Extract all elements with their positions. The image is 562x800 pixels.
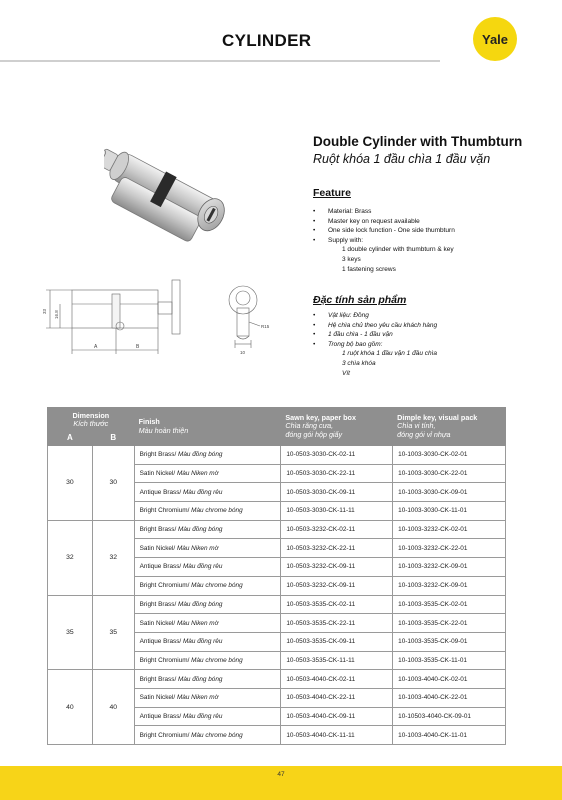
header-finish-label-vi: Màu hoàn thiện	[138, 425, 189, 435]
sawn-key-code-cell: 10-0503-4040-CK-09-11	[281, 707, 393, 726]
feature-supply-item: 1 double cylinder with thumbturn & key	[342, 246, 454, 254]
dimension-a-cell: 35	[48, 595, 93, 670]
sawn-key-code-cell: 10-0503-3030-CK-02-11	[281, 446, 393, 465]
dimple-key-code-cell: 10-1003-3030-CK-11-01	[393, 502, 506, 521]
header-col-a: A	[48, 431, 93, 446]
dimple-key-code-cell: 10-1003-3030-CK-09-01	[393, 483, 506, 502]
finish-vi: Màu đồng rêu	[182, 638, 223, 646]
finish-cell	[134, 707, 281, 726]
sawn-key-code-cell: 10-0503-3030-CK-09-11	[281, 483, 393, 502]
finish-en: Bright Brass/	[139, 451, 177, 459]
dimple-key-code-cell: 10-1003-3232-CK-22-01	[393, 539, 506, 558]
feature-heading: Feature	[313, 187, 351, 199]
sawn-key-code-cell: 10-0503-3232-CK-02-11	[281, 520, 393, 539]
finish-cell	[134, 632, 281, 651]
finish-en: Satin Nickel/	[139, 470, 176, 478]
finish-cell	[134, 558, 281, 577]
finish-vi: Màu đồng rêu	[182, 712, 223, 720]
finish-cell	[134, 651, 281, 670]
yale-logo-text: Yale	[481, 31, 509, 47]
table-row	[48, 670, 506, 689]
sawn-key-code-cell: 10-0503-3535-CK-09-11	[281, 632, 393, 651]
sawn-key-code-cell: 10-0503-4040-CK-22-11	[281, 688, 393, 707]
header-dimension-label: Dimension	[72, 411, 110, 420]
finish-cell	[134, 614, 281, 633]
finish-en: Bright Chromium/	[139, 731, 190, 739]
dimple-key-code-cell: 10-1003-3232-CK-09-01	[393, 576, 506, 595]
dimension-b-cell: 30	[92, 446, 134, 521]
sawn-key-code-cell: 10-0503-3232-CK-09-11	[281, 576, 393, 595]
sawn-key-code-cell: 10-0503-3232-CK-09-11	[281, 558, 393, 577]
finish-vi: Màu đồng bóng	[178, 600, 223, 608]
header-sawn-label-vi-2: đóng gói hộp giấy	[285, 429, 343, 439]
dimple-key-code-cell: 10-1003-3535-CK-11-01	[393, 651, 506, 670]
finish-en: Antique Brass/	[139, 712, 182, 720]
finish-cell	[134, 502, 281, 521]
header-divider	[0, 60, 440, 62]
feature-list	[313, 207, 455, 274]
sawn-key-code-cell: 10-0503-3030-CK-11-11	[281, 502, 393, 521]
finish-en: Bright Chromium/	[139, 507, 190, 515]
finish-en: Satin Nickel/	[139, 544, 176, 552]
dimple-key-code-cell: 10-1003-3535-CK-02-01	[393, 595, 506, 614]
finish-cell	[134, 539, 281, 558]
sawn-key-code-cell: 10-0503-3232-CK-22-11	[281, 539, 393, 558]
dimension-a-cell: 40	[48, 670, 93, 745]
sawn-key-code-cell: 10-0503-3535-CK-11-11	[281, 651, 393, 670]
header-dimension	[48, 408, 135, 431]
finish-en: Antique Brass/	[139, 638, 182, 646]
finish-en: Bright Brass/	[139, 600, 177, 608]
finish-cell	[134, 595, 281, 614]
dimple-key-code-cell: 10-1003-3535-CK-22-01	[393, 614, 506, 633]
feature-item: • Master key on request available	[313, 217, 455, 227]
sawn-key-code-cell: 10-0503-4040-CK-02-11	[281, 670, 393, 689]
sawn-key-code-cell: 10-0503-4040-CK-11-11	[281, 726, 393, 745]
dimple-key-code-cell: 10-10503-4040-CK-09-01	[393, 707, 506, 726]
features-vi-item: • Hệ chìa chủ theo yêu cầu khách hàng	[313, 321, 437, 331]
finish-en: Satin Nickel/	[139, 694, 176, 702]
product-photo	[104, 138, 234, 258]
dimension-a-cell: 32	[48, 520, 93, 595]
sawn-key-code-cell: 10-0503-3535-CK-02-11	[281, 595, 393, 614]
finish-en: Antique Brass/	[139, 488, 182, 496]
finish-cell	[134, 464, 281, 483]
feature-supply-item: 3 keys	[342, 255, 361, 263]
finish-en: Bright Chromium/	[139, 656, 190, 664]
dim-height-inner-label: 16.8	[54, 310, 59, 319]
dim-height-outer-label: 33	[42, 308, 47, 314]
finish-en: Satin Nickel/	[139, 619, 176, 627]
table-body	[48, 446, 506, 745]
finish-cell	[134, 483, 281, 502]
product-title: Double Cylinder with Thumbturn	[313, 134, 523, 149]
finish-en: Bright Brass/	[139, 675, 177, 683]
product-subtitle: Ruột khóa 1 đầu chìa 1 đầu vặn	[313, 152, 491, 166]
finish-en: Antique Brass/	[139, 563, 182, 571]
finish-vi: Màu chrome bóng	[191, 582, 243, 590]
features-vi-item: • Vật liệu: Đồng	[313, 311, 437, 321]
finish-vi: Màu chrome bóng	[191, 656, 243, 664]
header-sawn-label-vi-1: Chìa răng cưa,	[285, 421, 334, 431]
sawn-key-code-cell: 10-0503-3030-CK-22-11	[281, 464, 393, 483]
features-vi-item: • 1 đầu chìa - 1 đầu vặn	[313, 330, 437, 340]
finish-vi: Màu đồng rêu	[182, 488, 223, 496]
table-header-row	[48, 408, 506, 431]
finish-vi: Màu đồng rêu	[182, 563, 223, 571]
header-dimple-key	[393, 408, 506, 446]
dim-radius-label: R15	[261, 324, 270, 329]
finish-cell	[134, 688, 281, 707]
dimension-b-cell: 32	[92, 520, 134, 595]
page-number: 47	[277, 771, 285, 778]
spec-table	[47, 407, 506, 745]
dimple-key-code-cell: 10-1003-4040-CK-02-01	[393, 670, 506, 689]
dimple-key-code-cell: 10-1003-3232-CK-09-01	[393, 558, 506, 577]
finish-vi: Màu đồng bóng	[178, 675, 223, 683]
finish-vi: Màu Niken mờ	[176, 544, 219, 552]
technical-drawing	[36, 270, 286, 365]
finish-vi: Màu đồng bóng	[178, 526, 223, 534]
finish-vi: Màu Niken mờ	[176, 619, 219, 627]
header-dimple-label: Dimple key, visual pack	[397, 413, 478, 423]
finish-vi: Màu đồng bóng	[178, 451, 223, 459]
dimple-key-code-cell: 10-1003-4040-CK-22-01	[393, 688, 506, 707]
sawn-key-code-cell: 10-0503-3535-CK-22-11	[281, 614, 393, 633]
header-col-b: B	[92, 431, 134, 446]
features-vi-item: • Trong bộ bao gồm:	[313, 340, 437, 350]
dimension-b-cell: 35	[92, 595, 134, 670]
features-vi-heading: Đặc tính sản phẩm	[313, 294, 407, 306]
features-vi-supply-item: Vít	[342, 369, 350, 377]
dimple-key-code-cell: 10-1003-3535-CK-09-01	[393, 632, 506, 651]
page-title: CYLINDER	[222, 31, 312, 50]
header-finish-label: Finish	[138, 417, 160, 427]
header-dimple-label-vi-2: đóng gói vỉ nhựa	[397, 429, 451, 439]
feature-item: • Supply with:	[313, 236, 455, 246]
features-vi-supply-item: 1 ruột khóa 1 đầu vặn 1 đầu chìa	[342, 350, 438, 358]
dimple-key-code-cell: 10-1003-3030-CK-22-01	[393, 464, 506, 483]
finish-cell	[134, 576, 281, 595]
finish-cell	[134, 670, 281, 689]
features-vi-list	[313, 311, 437, 378]
finish-vi: Màu chrome bóng	[191, 731, 243, 739]
finish-cell	[134, 446, 281, 465]
header-finish	[134, 408, 281, 446]
header-sawn-label: Sawn key, paper box	[285, 413, 356, 423]
yale-logo	[473, 17, 517, 61]
dim-b-label: B	[136, 344, 140, 350]
finish-en: Bright Brass/	[139, 526, 177, 534]
dim-a-label: A	[94, 344, 98, 350]
feature-item: • Material: Brass	[313, 207, 455, 217]
table-row	[48, 520, 506, 539]
feature-item: • One side lock function - One side thumbturn	[313, 226, 455, 236]
finish-cell	[134, 520, 281, 539]
header-dimple-label-vi-1: Chìa vi tính,	[397, 421, 436, 431]
finish-cell	[134, 726, 281, 745]
dimple-key-code-cell: 10-1003-4040-CK-11-01	[393, 726, 506, 745]
dimension-b-cell: 40	[92, 670, 134, 745]
table-row	[48, 446, 506, 465]
header-dimension-label-vi: Kích thước	[73, 419, 109, 428]
feature-supply-item: 1 fastening screws	[342, 265, 396, 273]
dim-width-label: 10	[240, 350, 246, 355]
table-row	[48, 595, 506, 614]
dimple-key-code-cell: 10-1003-3030-CK-02-01	[393, 446, 506, 465]
dimple-key-code-cell: 10-1003-3232-CK-02-01	[393, 520, 506, 539]
finish-vi: Màu Niken mờ	[176, 470, 219, 478]
finish-vi: Màu Niken mờ	[176, 694, 219, 702]
finish-vi: Màu chrome bóng	[191, 507, 243, 515]
dimension-a-cell: 30	[48, 446, 93, 521]
header-sawn-key	[281, 408, 393, 446]
finish-en: Bright Chromium/	[139, 582, 190, 590]
features-vi-supply-item: 3 chìa khóa	[342, 359, 376, 367]
